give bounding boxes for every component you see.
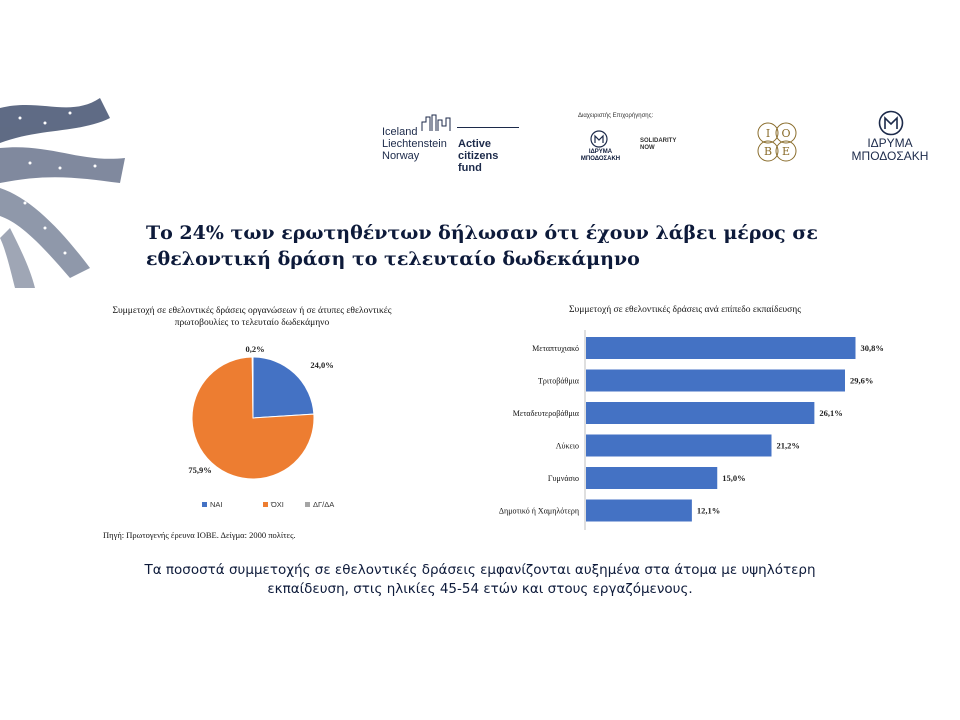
pie-slice-0 [253,357,314,418]
iobe-letter-b: B [763,145,773,158]
legend-label-1: ΌΧΙ [271,500,284,509]
bar-value-label-1: 29,6% [850,375,874,386]
page-heading: Το 24% των ερωτηθέντων δήλωσαν ότι έχουν λάβει μέρος σε εθελοντική δράση το τελευταίο δωδεκάμηνο [146,222,818,270]
bodossaki-small-label: ΙΔΡΥΜΑ ΜΠΟΔΟΣΑΚΗ [580,149,621,162]
bar-category-label-3: Λύκειο [555,441,579,451]
eea-country-3: Norway [382,150,420,162]
fund-name-1: Active [458,138,492,150]
eea-country-1: Iceland [382,126,418,138]
bar-value-label-5: 12,1% [696,505,721,516]
bodossaki-big-label-2: ΜΠΟΔΟΣΑΚΗ [851,149,929,163]
bar-chart [460,325,920,530]
bodossaki-emblem-icon [590,130,608,148]
pie-chart-title: Συμμετοχή σε εθελοντικές δράσεις οργανώσεων ή σε άτυπες εθελοντικές πρωτοβουλίες το τελευταίο δωδεκάμηνο [112,306,392,328]
legend-swatch-0 [202,502,207,507]
bar-category-label-4: Γυμνάσιο [547,474,579,483]
fund-name-2: citizens fund [458,150,499,174]
city-skyline-icon [420,114,454,132]
iobe-letter-i: I [765,127,771,140]
bar-value-label-3: 21,2% [776,440,800,451]
iobe-letter-o: O [781,127,791,140]
bar-value-label-2: 26,1% [819,408,843,418]
bodossaki-emblem-large-icon [878,110,904,136]
solidarity-label-2: NOW [640,145,655,151]
legend-swatch-2 [305,502,310,507]
bar-category-label-1: Τριτοβάθμια [538,376,579,386]
bodossaki-foundation-logo [845,110,935,165]
bar-category-label-0: Μεταπτυχιακό [532,344,579,353]
bar-chart-title: Συμμετοχή σε εθελοντικές δράσεις ανά επίπεδο εκπαίδευσης [569,305,801,315]
bar-5 [586,500,692,522]
solidarity-label-1: SOLIDARITY [640,138,677,144]
legend-swatch-1 [263,502,268,507]
bar-2 [586,402,814,424]
pie-value-label-0: 24,0% [310,360,334,370]
pie-value-label-2: 0,2% [245,344,265,354]
iobe-letter-e: E [781,145,791,158]
legend-label-0: ΝΑΙ [210,500,223,509]
crowd-illustration [0,88,132,288]
pie-value-label-1: 75,9% [188,465,212,475]
solidarity-now-logo [640,138,680,164]
bar-3 [586,435,772,457]
source-note: Πηγή: Πρωτογενής έρευνα ΙΟΒΕ. Δείγμα: 2000 πολίτες. [103,530,296,540]
bar-category-label-2: Μεταδευτεροβάθμια [512,409,579,418]
bar-4 [586,467,717,489]
bar-value-label-0: 30,8% [860,343,884,353]
bar-1 [586,370,845,392]
pie-chart [100,340,420,520]
bar-category-label-5: Δημοτικό ή Χαμηλότερη [498,506,579,516]
grant-operator-caption: Διαχειριστής Επιχορήγησης: [578,113,654,119]
iobe-logo [755,120,799,164]
legend-label-2: ΔΓ/ΔΑ [313,500,335,509]
bar-0 [586,337,856,359]
logo-divider-line [457,127,519,128]
eea-country-2: Liechtenstein [382,138,447,150]
bodossaki-small-logo [578,130,623,164]
bodossaki-big-label-1: ΙΔΡΥΜΑ [867,136,913,150]
eea-active-citizens-logo [382,114,522,174]
summary-text: Τα ποσοστά συμμετοχής σε εθελοντικές δράσεις εμφανίζονται αυξημένα στα άτομα με υψηλότερη εκπαίδευση, στις ηλικίες 45-54 ετών και στους εργαζόμενους. [144,562,816,597]
bar-value-label-4: 15,0% [722,473,746,483]
